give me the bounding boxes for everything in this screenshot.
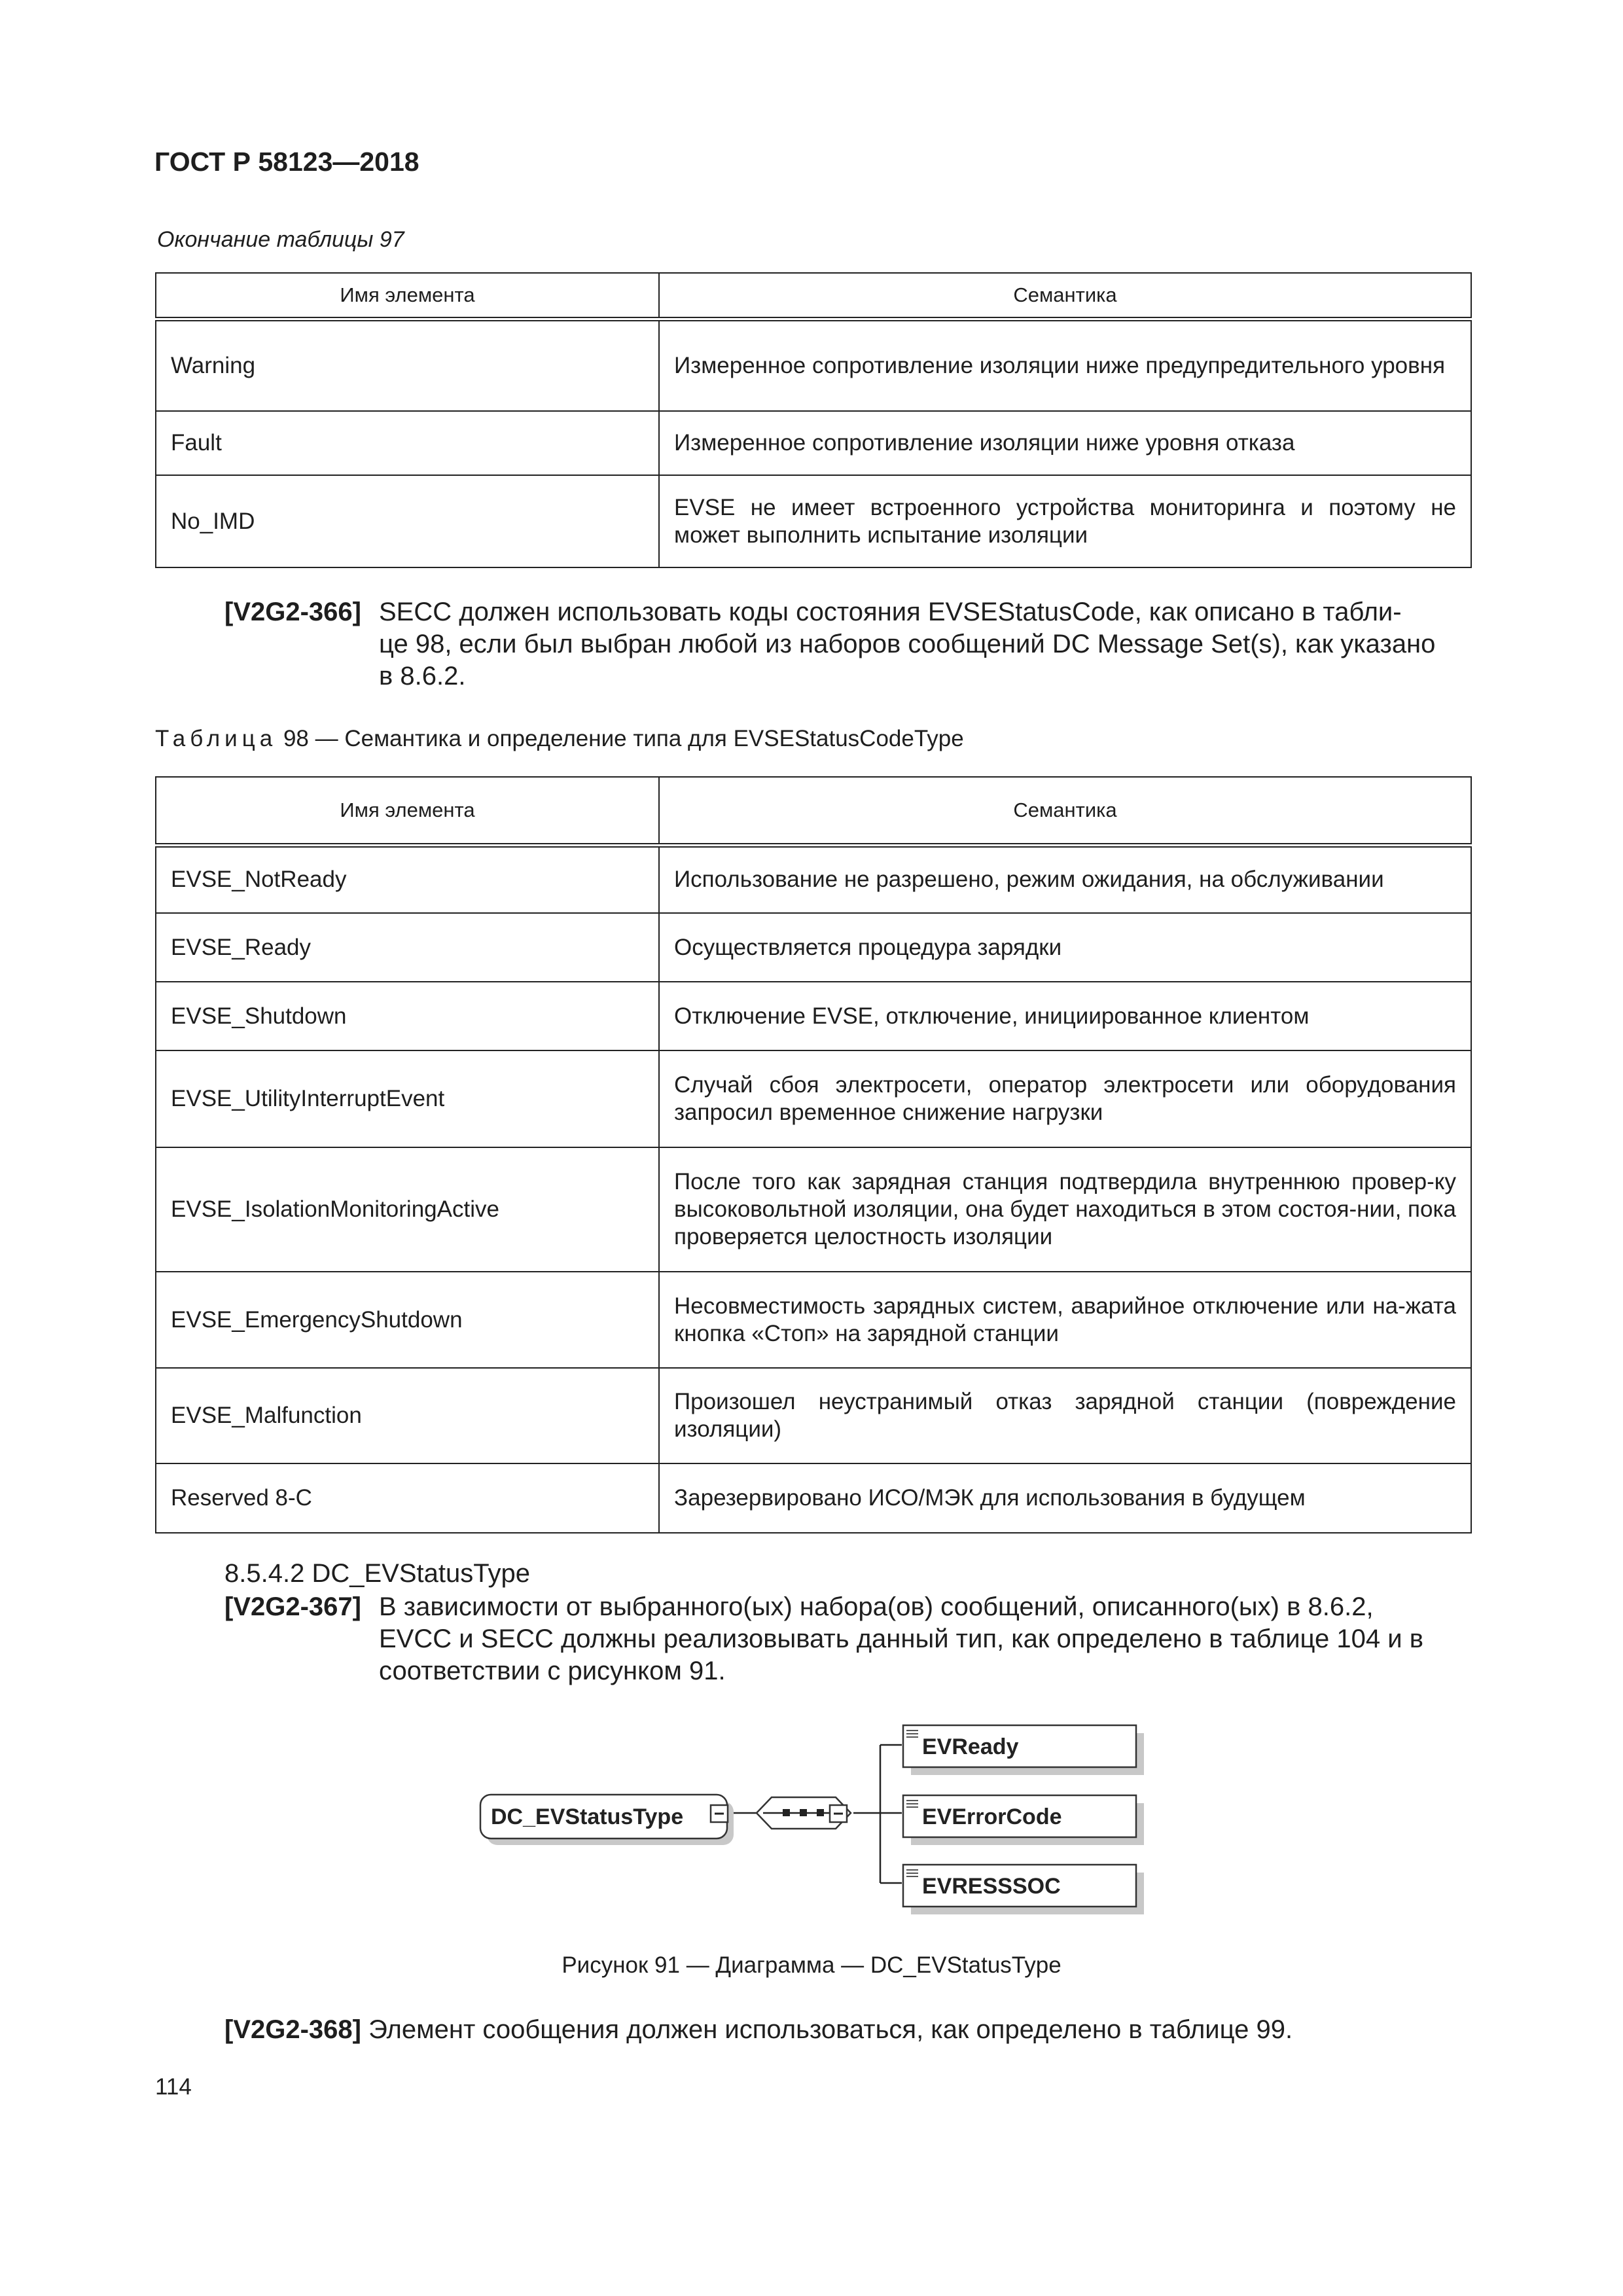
element-semantics: Случай сбоя электросети, оператор электросети или оборудования запросил временное снижение нагрузки: [659, 1050, 1471, 1147]
document-header: ГОСТ Р 58123—2018: [154, 147, 419, 177]
element-semantics: Несовместимость зарядных систем, аварийное отключение или на-жата кнопка «Стоп» на зарядной станции: [659, 1272, 1471, 1368]
requirement-text-line: соответствии с рисунком 91.: [379, 1657, 726, 1685]
element-name: EVSE_IsolationMonitoringActive: [156, 1147, 659, 1272]
element-name: EVSE_Malfunction: [156, 1368, 659, 1463]
column-header: Имя элемента: [156, 273, 659, 319]
collapse-icon[interactable]: [711, 1805, 728, 1822]
requirement-id: [V2G2-368]: [224, 2015, 361, 2044]
element-name: No_IMD: [156, 475, 659, 567]
element-semantics: После того как зарядная станция подтвердила внутреннюю провер-ку высоковольтной изоляции, она будет находиться в этом состоя-нии, пока проверяется целостность изоляции: [659, 1147, 1471, 1272]
requirement-text-line: SECC должен использовать коды состояния EVSEStatusCode, как описано в табли-: [379, 598, 1402, 626]
element-name: EVSE_Ready: [156, 913, 659, 982]
root-type-label: DC_EVStatusType: [491, 1804, 684, 1829]
table-continuation-label: Окончание таблицы 97: [157, 227, 404, 252]
element-semantics: Осуществляется процедура зарядки: [659, 913, 1471, 982]
element-semantics: Отключение EVSE, отключение, инициированное клиентом: [659, 982, 1471, 1050]
element-name: Warning: [156, 319, 659, 411]
table-98-caption: Таблица 98 — Семантика и определение типа для EVSEStatusCodeType: [155, 726, 964, 751]
column-header: Семантика: [659, 777, 1471, 845]
requirement-id: [V2G2-366]: [224, 598, 361, 626]
element-label: EVRESSSOC: [922, 1874, 1061, 1899]
element-node: [903, 1725, 1144, 1775]
element-semantics: Измеренное сопротивление изоляции ниже уровня отказа: [659, 411, 1471, 475]
requirement-text-line: в 8.6.2.: [379, 662, 466, 691]
element-label: EVErrorCode: [922, 1804, 1062, 1829]
collapse-icon[interactable]: [830, 1805, 847, 1822]
requirement-text-line: це 98, если был выбран любой из наборов сообщений DC Message Set(s), как указано: [379, 630, 1436, 658]
page-number: 114: [155, 2074, 192, 2100]
element-name: EVSE_Shutdown: [156, 982, 659, 1050]
element-name: EVSE_NotReady: [156, 845, 659, 913]
column-header: Имя элемента: [156, 777, 659, 845]
root-type-node: [480, 1795, 734, 1845]
element-name: EVSE_UtilityInterruptEvent: [156, 1050, 659, 1147]
requirement-text-line: В зависимости от выбранного(ых) набора(ов) сообщений, описанного(ых) в 8.6.2,: [379, 1592, 1374, 1621]
element-name: Fault: [156, 411, 659, 475]
element-semantics: Произошел неустранимый отказ зарядной станции (повреждение изоляции): [659, 1368, 1471, 1463]
requirement-id: [V2G2-367]: [224, 1592, 361, 1621]
element-node: [903, 1865, 1144, 1914]
requirement-text: Элемент сообщения должен использоваться, как определено в таблице 99.: [368, 2015, 1293, 2044]
element-semantics: Зарезервировано ИСО/МЭК для использования в будущем: [659, 1463, 1471, 1533]
requirement-368: [224, 2014, 1473, 2046]
section-title: 8.5.4.2 DC_EVStatusType: [224, 1559, 530, 1588]
requirement-text-line: EVCC и SECC должны реализовывать данный тип, как определено в таблице 104 и в: [379, 1624, 1423, 1653]
element-semantics: EVSE не имеет встроенного устройства мониторинга и поэтому не может выполнить испытание изоляции: [659, 475, 1471, 567]
element-label: EVReady: [922, 1734, 1019, 1759]
element-semantics: Использование не разрешено, режим ожидания, на обслуживании: [659, 845, 1471, 913]
figure-caption: Рисунок 91 — Диаграмма — DC_EVStatusType: [562, 1952, 1061, 1978]
element-node: [903, 1795, 1144, 1845]
column-header: Семантика: [659, 273, 1471, 319]
element-semantics: Измеренное сопротивление изоляции ниже предупредительного уровня: [659, 319, 1471, 411]
element-name: Reserved 8-C: [156, 1463, 659, 1533]
element-name: EVSE_EmergencyShutdown: [156, 1272, 659, 1368]
